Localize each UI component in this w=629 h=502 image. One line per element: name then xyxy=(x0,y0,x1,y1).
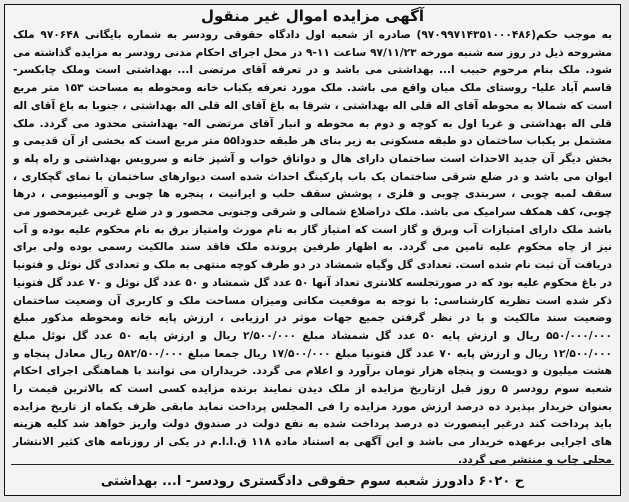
footer-divider xyxy=(11,464,614,465)
notice-title: آگهی مزایده اموال غیر منقول xyxy=(200,7,425,25)
notice-paragraph: به موجب حکم(۹۷۰۹۹۷۱۴۳۵۱۰۰۰۴۸۶) صادره از شعبه اول دادگاه حقوقی رودسر به شماره بایگانی ۹۷۰۶۴۸ ملک مشروحه ذیل در روز سه شنبه مورخه ۹۷/۱۱/۲۳ ساعت ۱۱-۹ در محل اجرای احکام مدنی رودسر به مزایده گذاشته می شود. ملک بنام مرحوم حبیب ا... بهداشتی می باشد و در تعرفه آقای مرتضی ا... بهداشتی است وملک چابکسر- قاسم آباد علیا- روستای ملک میان واقع می باشد. ملک مورد تعرفه یکباب خانه ومحوطه به مساحت ۱۵۳ متر مربع است که شمالا به محوطه آقای اله قلی اله بهداشتی ، شرقا به باغ آقای اله قلی اله بهداشتی ، جنوبا به باغ آقای اله قلی اله بهداشتی و غربا اول به کوچه و دوم به محوطه و انبار آقای مرتضی اله- بهداشتی محدود می گردد. ملک مشتمل بر یکباب ساختمان دو طبقه مسکونی به زیر بنای هر طبقه حدودا۵۵ متر مربع است که بخشی از آن قدیمی و بخش دیگر آن جدید الاحداث است ساختمان دارای هال و دواتاق خواب و آشپز خانه و سرویس بهداشتی و راه پله و ایوان می باشد و در ضلع شرقی ساختمان یک باب پارکینگ احداث شده است دیوارهای ساختمان با نمای گچکاری ، سقف لمبه چوبی ، سربندی چوبی و فلزی ، پوشش سقف حلب و ایرانیت ، پنجره ها چوبی و آلومینیومی ، درها چوبی، کف همکف سرامیک می باشد. ملک دراضلاع شمالی و شرقی وجنوبی محصور و در ضلع غربی غیرمحصور می باشد ملک دارای امتیازات آب وبرق و گاز است که امتیاز گاز به نام مورث وامتیاز برق به نام محکوم علیه بوده و آب نیز از چاه محکوم علیه تامین می گردد. به اظهار طرفین پرونده ملک فاقد سند مالکیت رسمی بوده ولی برای دریافت آن ثبت نام شده است. تعدادی گل وگیاه شمشاد در دو طرف کوچه منتهی به ملک و تعدادی گل نوئل و فتونیا در باغ محکوم علیه بود که در صورتجلسه کلانتری تعداد آنها ۵۰ عدد گل شمشاد و ۵۰ عدد گل نوئل و ۷۰ عدد گل فتونیا ذکر شده است نظریه کارشناسی: با توجه به موقعیت مکانی ومیزان مساحت ملک و کاربری آن وضعیت ساختمان وضعیت سند مالکیت و با در نظر گرفتن جمیع جهات موثر در ارزیابی ، ارزش پایه خانه ومحوطه مذکور مبلغ ۵۵۰/۰۰۰/۰۰۰ ریال و ارزش پایه ۵۰ عدد گل شمشاد مبلغ ۲/۵۰۰/۰۰۰ ریال و ارزش پایه ۵۰ عدد گل نوئل مبلغ ۱۲/۵۰۰/۰۰۰ ریال و ارزش پایه ۷۰ عدد گل فتونیا مبلغ ۱۷/۵۰۰/۰۰۰ ریال جمعا مبلغ ۵۸۲/۵۰۰/۰۰۰ ریال معادل پنجاه و هشت میلیون و دویست و پنجاه هزار تومان برآورد و اعلام می گردد. خریداران می توانند با هماهنگی اجرای احکام شعبه سوم رودسر ۵ روز قبل ازتاریخ مزایده از ملک دیدن نمایند برنده مزایده کسی است که بالاترین قیمت را بعنوان خریدار بپذیرد ده درصد ارزش مورد مزایده را فی المجلس پرداخت نماید مابقی ظرف یکماه از تاریخ مزایده باید پرداخت کند درغیر اینصورت ده درصد پرداخت شده به نفع دولت در صندوق دولت واریز خواهد شد کلیه هزینه های اجرایی برعهده خریدار می باشد و این آگهی به استناد ماده ۱۱۸ ق.ا.ا.م در یکی از روزنامه های کثیر الانتشار محلی چاپ و منتشر می گردد. xyxy=(13,29,613,466)
notice-footer: ح ۶۰۲۰ دادورز شعبه سوم حقوقی دادگستری رودسر- ا... بهداشتی xyxy=(100,474,525,489)
notice-body xyxy=(13,27,612,470)
auction-notice xyxy=(4,4,621,496)
